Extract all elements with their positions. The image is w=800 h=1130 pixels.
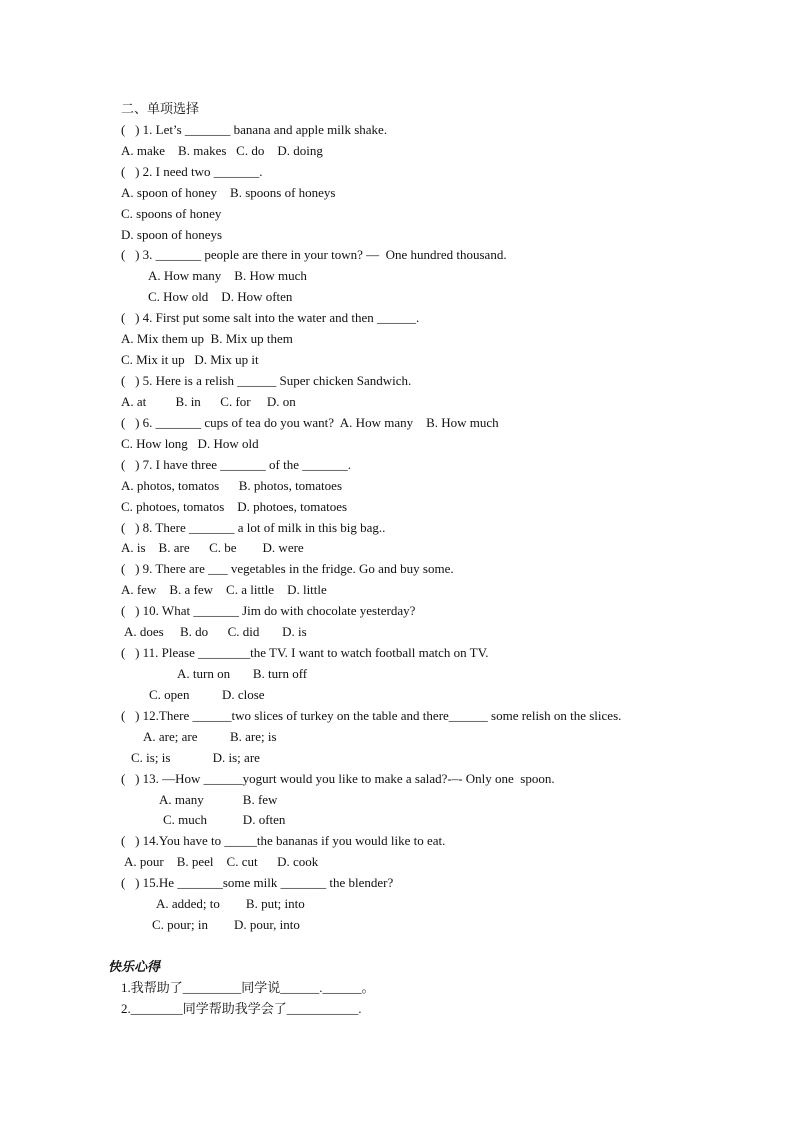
option-line: A. Mix them up B. Mix up them	[121, 331, 293, 346]
question-line: ( ) 15.He _______some milk _______ the blender?	[121, 875, 394, 890]
option-line: A. at B. in C. for D. on	[121, 394, 296, 409]
question-line: ( ) 9. There are ___ vegetables in the fridge. Go and buy some.	[121, 561, 454, 576]
option-line: A. spoon of honey B. spoons of honeys	[121, 185, 336, 200]
option-line: A. is B. are C. be D. were	[121, 540, 304, 555]
question-line: ( ) 4. First put some salt into the water and then ______.	[121, 310, 420, 325]
option-line: C. Mix it up D. Mix up it	[121, 352, 259, 367]
section-title: 二、单项选择	[121, 101, 200, 116]
question-line: ( ) 8. There _______ a lot of milk in this big bag..	[121, 520, 386, 535]
footer-line: 2.________同学帮助我学会了___________.	[121, 1001, 362, 1016]
question-line: ( ) 5. Here is a relish ______ Super chicken Sandwich.	[121, 373, 412, 388]
question-line: ( ) 14.You have to _____the bananas if you would like to eat.	[121, 833, 446, 848]
option-line: D. spoon of honeys	[121, 227, 223, 242]
option-line: C. is; is D. is; are	[131, 750, 260, 765]
option-line: C. How long D. How old	[121, 436, 259, 451]
option-line: A. photos, tomatos B. photos, tomatoes	[121, 478, 342, 493]
option-line: A. pour B. peel C. cut D. cook	[124, 854, 319, 869]
footer-line: 1.我帮助了_________同学说______.______。	[121, 980, 375, 995]
option-line: A. many B. few	[159, 792, 278, 807]
question-line: ( ) 2. I need two _______.	[121, 164, 263, 179]
option-line: C. spoons of honey	[121, 206, 222, 221]
option-line: A. are; are B. are; is	[143, 729, 277, 744]
option-line: C. photoes, tomatos D. photoes, tomatoes	[121, 499, 348, 514]
question-line: ( ) 1. Let’s _______ banana and apple milk shake.	[121, 122, 388, 137]
footer-title: 快乐心得	[108, 959, 161, 974]
option-line: C. How old D. How often	[148, 289, 293, 304]
question-line: ( ) 3. _______ people are there in your town? — One hundred thousand.	[121, 247, 507, 262]
option-line: C. open D. close	[149, 687, 265, 702]
question-line: ( ) 7. I have three _______ of the _______.	[121, 457, 351, 472]
option-line: A. turn on B. turn off	[177, 666, 308, 681]
question-line: ( ) 11. Please ________the TV. I want to watch football match on TV.	[121, 645, 489, 660]
question-line: ( ) 13. —How ______yogurt would you like to make a salad?-–- Only one spoon.	[121, 771, 555, 786]
question-line: ( ) 6. _______ cups of tea do you want? A. How many B. How much	[121, 415, 499, 430]
option-line: A. How many B. How much	[148, 268, 307, 283]
option-line: C. pour; in D. pour, into	[152, 917, 300, 932]
option-line: C. much D. often	[163, 812, 286, 827]
option-line: A. does B. do C. did D. is	[124, 624, 307, 639]
question-line: ( ) 10. What _______ Jim do with chocolate yesterday?	[121, 603, 416, 618]
option-line: A. make B. makes C. do D. doing	[121, 143, 323, 158]
option-line: A. few B. a few C. a little D. little	[121, 582, 327, 597]
question-line: ( ) 12.There ______two slices of turkey on the table and there______ some relish on the slices.	[121, 708, 622, 723]
option-line: A. added; to B. put; into	[156, 896, 305, 911]
